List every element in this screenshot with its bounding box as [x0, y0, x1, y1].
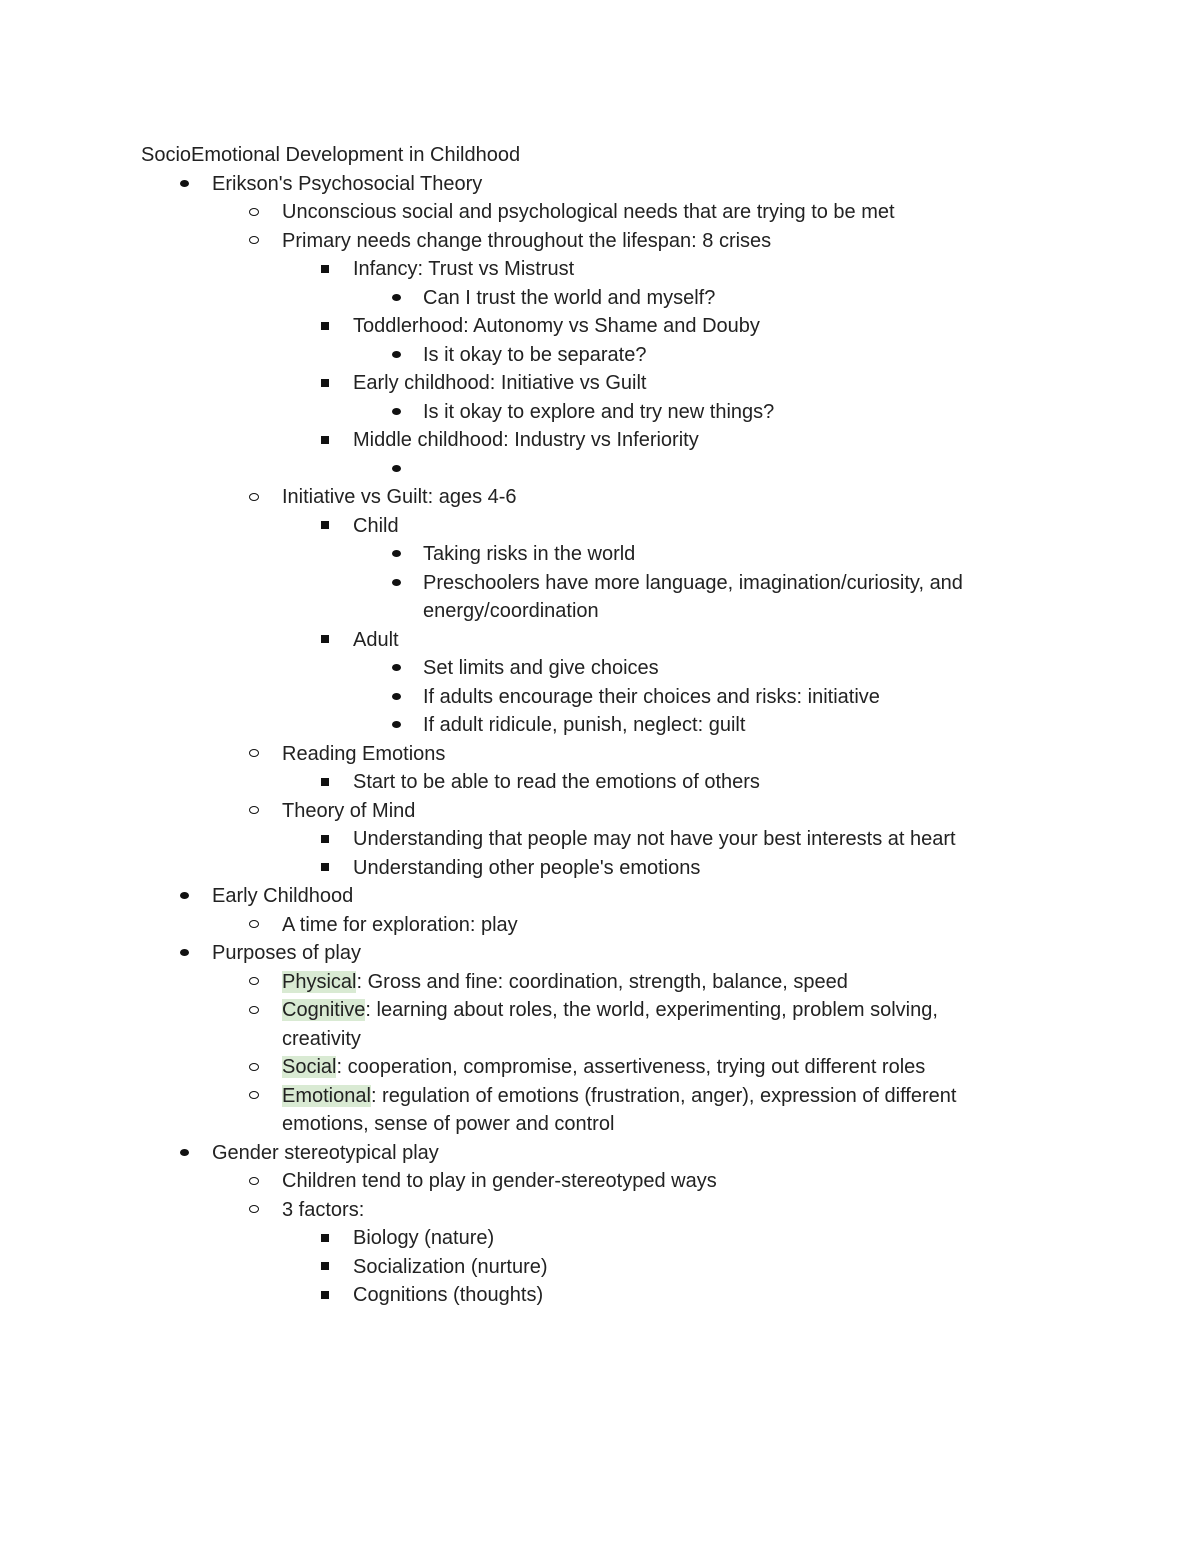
list-item	[0, 455, 1200, 484]
list-item-body: Child	[353, 514, 399, 537]
list-item	[0, 740, 1200, 769]
list-item	[0, 284, 1200, 313]
list-item-text	[353, 312, 760, 341]
list-item-text	[423, 569, 963, 598]
bullet-square-icon	[315, 1281, 335, 1310]
list-item-body: If adults encourage their choices and risks: initiative	[423, 685, 880, 708]
list-item	[0, 1082, 1200, 1111]
list-item	[0, 483, 1200, 512]
bullet-circle-icon	[244, 227, 264, 256]
list-item-body: A time for exploration: play	[282, 913, 518, 936]
list-item	[0, 797, 1200, 826]
list-item	[0, 540, 1200, 569]
list-item-text	[353, 1224, 494, 1253]
list-item	[0, 1281, 1200, 1310]
list-item-text	[282, 968, 848, 997]
list-item-text	[423, 398, 774, 427]
bullet-square-icon	[315, 369, 335, 398]
list-item-body: Set limits and give choices	[423, 657, 659, 679]
list-item-body: Preschoolers have more language, imagination/curiosity, and	[423, 571, 963, 594]
bullet-circle-icon	[244, 740, 264, 769]
list-item-body: Socialization (nurture)	[353, 1255, 548, 1278]
list-item-text	[353, 825, 956, 854]
highlighted-term: Emotional	[282, 1084, 371, 1107]
list-item-text	[282, 1167, 717, 1196]
list-item-text	[353, 512, 399, 541]
list-item-text	[212, 1139, 439, 1168]
highlighted-term: Physical	[282, 970, 357, 993]
list-item-body: Middle childhood: Industry vs Inferiority	[353, 429, 699, 451]
list-item	[0, 911, 1200, 940]
list-item	[0, 398, 1200, 427]
list-item-body: Early childhood: Initiative vs Guilt	[353, 372, 647, 394]
list-item-text	[353, 768, 760, 797]
list-item	[0, 341, 1200, 370]
document-title: SocioEmotional Development in Childhood	[141, 144, 521, 166]
list-item-text	[353, 255, 574, 284]
list-item	[0, 939, 1200, 968]
list-item-text	[353, 1253, 548, 1282]
bullet-circle-icon	[244, 968, 264, 997]
bullet-square-icon	[315, 768, 335, 797]
bullet-disc-icon	[386, 654, 406, 683]
bullet-circle-icon	[244, 483, 264, 512]
list-item-continuation	[0, 1025, 1200, 1054]
list-item-continuation	[0, 597, 1200, 626]
bullet-disc-icon	[386, 683, 406, 712]
list-item-text	[353, 626, 399, 655]
list-item	[0, 569, 1200, 598]
list-item-body: Reading Emotions	[282, 742, 446, 765]
list-item-text	[282, 1196, 364, 1225]
list-item	[0, 170, 1200, 199]
list-item	[0, 1196, 1200, 1225]
list-item	[0, 512, 1200, 541]
list-item	[0, 227, 1200, 256]
list-item	[0, 768, 1200, 797]
list-item-text	[423, 683, 880, 712]
list-item-body: Understanding other people's emotions	[353, 856, 701, 879]
list-item-body: creativity	[282, 1027, 361, 1050]
list-item-body: Taking risks in the world	[423, 543, 636, 565]
outline-list	[0, 170, 1200, 1310]
list-item-continuation	[0, 1110, 1200, 1139]
list-item	[0, 1053, 1200, 1082]
list-item-body: : regulation of emotions (frustration, anger), expression of different	[370, 1084, 957, 1107]
list-item	[0, 654, 1200, 683]
bullet-square-icon	[315, 854, 335, 883]
bullet-square-icon	[315, 825, 335, 854]
list-item-text	[353, 854, 700, 883]
list-item-text	[423, 284, 715, 313]
list-item-body: Theory of Mind	[282, 799, 416, 822]
list-item-body: Start to be able to read the emotions of others	[353, 771, 760, 793]
bullet-square-icon	[315, 512, 335, 541]
list-item-text	[282, 797, 415, 826]
list-item	[0, 882, 1200, 911]
bullet-disc-icon	[174, 170, 194, 199]
bullet-circle-icon	[244, 1167, 264, 1196]
list-item-text	[212, 939, 361, 968]
bullet-circle-icon	[244, 1082, 264, 1111]
list-item-text	[212, 170, 482, 199]
list-item	[0, 1139, 1200, 1168]
list-item	[0, 711, 1200, 740]
list-item	[0, 968, 1200, 997]
list-item-body: : learning about roles, the world, experimenting, problem solving,	[365, 999, 938, 1021]
list-item-body: Erikson's Psychosocial Theory	[212, 172, 483, 195]
list-item-body: Infancy: Trust vs Mistrust	[353, 258, 575, 280]
list-item-body: Can I trust the world and myself?	[423, 286, 716, 309]
bullet-disc-icon	[386, 711, 406, 740]
list-item	[0, 255, 1200, 284]
list-item	[0, 1253, 1200, 1282]
list-item-text	[423, 654, 659, 683]
list-item-body: : cooperation, compromise, assertiveness, trying out different roles	[336, 1056, 926, 1078]
list-item-body: Gender stereotypical play	[212, 1141, 439, 1164]
bullet-disc-icon	[174, 1139, 194, 1168]
list-item-text	[282, 1025, 361, 1054]
list-item-text	[282, 996, 938, 1025]
list-item-text	[423, 341, 646, 370]
bullet-square-icon	[315, 312, 335, 341]
bullet-disc-icon	[386, 398, 406, 427]
list-item-text	[353, 1281, 543, 1310]
list-item-text	[282, 483, 517, 512]
list-item-text	[423, 711, 745, 740]
bullet-disc-icon	[386, 455, 406, 484]
bullet-disc-icon	[174, 882, 194, 911]
list-item-body: Understanding that people may not have your best interests at heart	[353, 828, 956, 850]
list-item-body: energy/coordination	[423, 600, 599, 622]
list-item-text	[282, 1053, 925, 1082]
bullet-square-icon	[315, 426, 335, 455]
bullet-square-icon	[315, 1224, 335, 1253]
list-item-body: Unconscious social and psychological needs that are trying to be met	[282, 201, 895, 223]
list-item-body: Biology (nature)	[353, 1227, 495, 1249]
list-item	[0, 198, 1200, 227]
list-item-body: Cognitions (thoughts)	[353, 1284, 544, 1306]
list-item	[0, 626, 1200, 655]
bullet-disc-icon	[386, 284, 406, 313]
list-item-text	[423, 597, 599, 626]
bullet-square-icon	[315, 255, 335, 284]
list-item	[0, 825, 1200, 854]
list-item-text	[423, 540, 635, 569]
bullet-circle-icon	[244, 1196, 264, 1225]
bullet-disc-icon	[386, 569, 406, 598]
list-item-body: Toddlerhood: Autonomy vs Shame and Douby	[353, 315, 760, 337]
list-item-text	[282, 911, 518, 940]
bullet-circle-icon	[244, 198, 264, 227]
bullet-square-icon	[315, 1253, 335, 1282]
list-item-body: Children tend to play in gender-stereotyped ways	[282, 1170, 717, 1192]
bullet-disc-icon	[386, 341, 406, 370]
list-item	[0, 369, 1200, 398]
list-item	[0, 426, 1200, 455]
list-item-text	[282, 740, 445, 769]
bullet-disc-icon	[386, 540, 406, 569]
list-item-body: Initiative vs Guilt: ages 4-6	[282, 486, 517, 508]
list-item-body: 3 factors:	[282, 1198, 365, 1221]
list-item	[0, 312, 1200, 341]
list-item-body: If adult ridicule, punish, neglect: guilt	[423, 714, 746, 736]
list-item-body: emotions, sense of power and control	[282, 1113, 615, 1135]
bullet-circle-icon	[244, 996, 264, 1025]
list-item-body: Purposes of play	[212, 942, 361, 964]
list-item-text	[353, 369, 646, 398]
list-item-body: Early Childhood	[212, 885, 354, 907]
bullet-circle-icon	[244, 1053, 264, 1082]
list-item-body: : Gross and fine: coordination, strength, balance, speed	[356, 970, 848, 993]
list-item	[0, 683, 1200, 712]
list-item-body: Adult	[353, 628, 399, 651]
bullet-square-icon	[315, 626, 335, 655]
bullet-circle-icon	[244, 911, 264, 940]
list-item	[0, 1167, 1200, 1196]
list-item-body: Is it okay to be separate?	[423, 343, 647, 366]
list-item	[0, 854, 1200, 883]
list-item-text	[282, 198, 895, 227]
bullet-circle-icon	[244, 797, 264, 826]
list-item	[0, 996, 1200, 1025]
highlighted-term: Cognitive	[282, 999, 366, 1021]
list-item	[0, 1224, 1200, 1253]
bullet-disc-icon	[174, 939, 194, 968]
list-item-text	[282, 1082, 956, 1111]
highlighted-term: Social	[282, 1056, 337, 1078]
list-item-text	[212, 882, 353, 911]
list-item-body: Is it okay to explore and try new things?	[423, 400, 775, 423]
list-item-text	[353, 426, 699, 455]
list-item-body: Primary needs change throughout the lifespan: 8 crises	[282, 229, 772, 252]
list-item-text	[282, 1110, 614, 1139]
list-item-text	[282, 227, 771, 256]
